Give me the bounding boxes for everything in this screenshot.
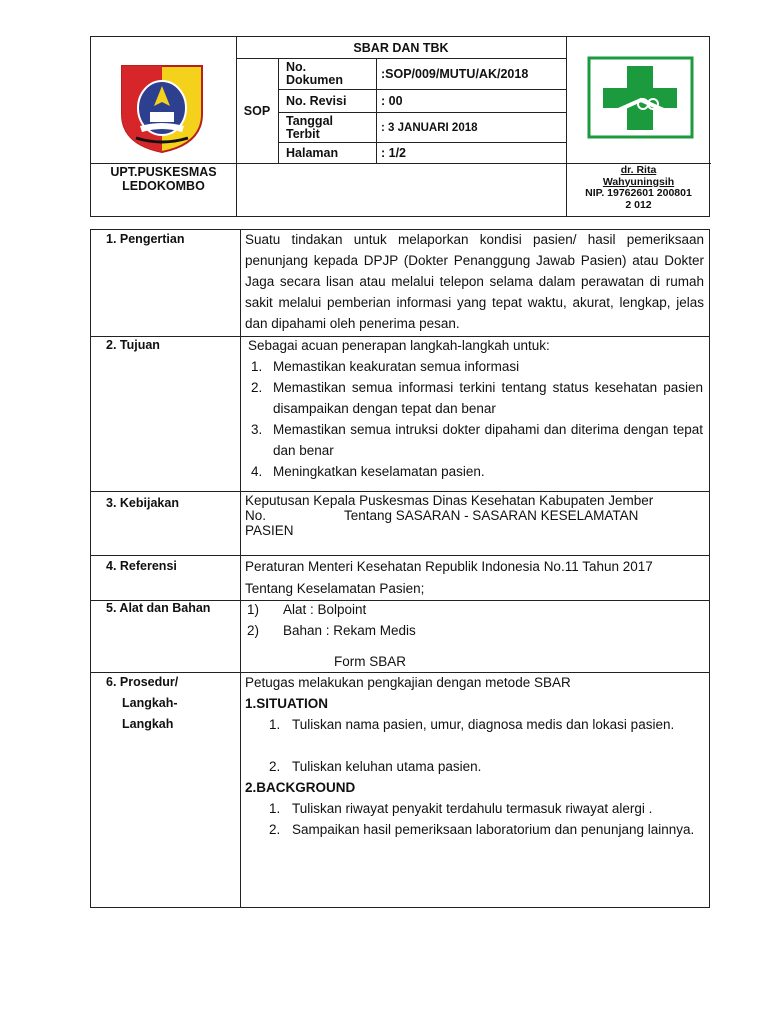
sop-content-table: 1. Pengertian Suatu tindakan untuk melaporkan kondisi pasien/ hasil pemeriksaan penunjang kepada DPJP (Dokter Penanggung Jawab Pasien) atau Dokter Jaga secara lisan atau melalui telepon selama dalam perawatan di rumah sakit melalui pemberian informasi yang tepat waktu, akurat, lengkap, jelas dan dipahami oleh penerima pesan. 2. Tujuan Sebagai acuan penerapan langkah-langkah untuk: 1. Memastikan keakuratan semua informasi 2. Memastikan semua informasi terkini tentang status kesehatan pasien disampaikan dengan tepat dan benar 3. Memastikan semua intruksi dokter dipahami dan diterima dengan tepat dan benar 4. Meningkatkan keselamatan pasien. 3. Kebijakan Keputusan Kepala Puskesmas Dinas Kesehatan Kabupaten Jember No. Tentang SASARAN - SASARAN KESELAMATAN PASIEN 4. Referensi Peraturan Menteri Kesehatan Republik Indonesia No.11 Tahun 2017 Tentang Keselamatan Pasien; 5. Alat dan Bahan 1) Alat : Bolpoint 2) Bahan : Rekam Medis Form SBAR 6. Prosedur/ Langkah- Langkah Petugas melakukan pengkajian dengan metode SBAR 1.SITUATION 1. Tuliskan nama pasien, umur, diagnosa medis dan lokasi pasien. 2. Tuliskan keluhan utama pasien. 2.BACKGROUND 1. Tuliskan riwayat penyakit terdahulu termasuk riwayat alergi . 2. Sampaikan hasil pemeriksaan laboratorium dan penunjang lainnya. [90, 229, 710, 908]
signer-nip-1: NIP. 19762601 200801 [585, 187, 692, 199]
divider [278, 142, 566, 143]
organization-name [91, 165, 236, 193]
signer-name-1: dr. Rita [620, 164, 657, 176]
label-halaman: Halaman [286, 146, 339, 160]
divider [278, 58, 279, 163]
list-item: Memastikan semua informasi terkini tentang status kesehatan pasien disampaikan dengan tepat dan benar [273, 380, 703, 416]
kebijakan-line-2b: Tentang SASARAN - SASARAN KESELAMATAN [344, 508, 639, 523]
divider [376, 58, 377, 163]
section-label-tujuan: 2. Tujuan [106, 338, 160, 352]
section-label-alat: 5. Alat dan Bahan [106, 601, 211, 615]
row-divider [91, 491, 709, 492]
list-item: Memastikan keakuratan semua informasi [273, 359, 520, 374]
list-number: 1) [247, 602, 260, 617]
section-label-prosedur: 6. Prosedur/ Langkah- Langkah [106, 675, 179, 731]
jember-regency-crest-icon [118, 62, 206, 154]
label-no-dokumen: No. Dokumen [286, 60, 343, 87]
divider [278, 89, 566, 90]
situation-heading: 1.SITUATION [245, 696, 329, 711]
divider [278, 112, 566, 113]
signer-name-2: Wahyuningsih [602, 175, 675, 188]
value-halaman: : 1/2 [381, 146, 407, 160]
section-label-pengertian: 1. Pengertian [106, 232, 185, 246]
value-no-revisi: : 00 [381, 94, 403, 108]
label-tanggal-terbit: Tanggal Terbit [286, 114, 333, 141]
list-item: Sampaikan hasil pemeriksaan laboratorium dan penunjang lainnya. [292, 822, 695, 837]
alat-extra: Form SBAR [334, 654, 407, 669]
section-label-kebijakan: 3. Kebijakan [106, 496, 179, 510]
document-title: SBAR DAN TBK [353, 41, 449, 55]
sop-header-box [90, 36, 710, 217]
list-item: Tuliskan keluhan utama pasien. [292, 759, 482, 774]
divider [236, 37, 237, 217]
referensi-line-1: Peraturan Menteri Kesehatan Republik Indonesia No.11 Tahun 2017 [245, 559, 653, 574]
signer-nip-2: 2 012 [625, 198, 652, 211]
list-item: Tuliskan nama pasien, umur, diagnosa medis dan lokasi pasien. [292, 717, 675, 732]
signatory [566, 165, 711, 211]
value-tanggal-terbit: : 3 JANUARI 2018 [381, 122, 478, 134]
kebijakan-line-1: Keputusan Kepala Puskesmas Dinas Kesehatan Kabupaten Jember [245, 493, 654, 508]
tujuan-intro: Sebagai acuan penerapan langkah-langkah untuk: [248, 338, 550, 353]
kebijakan-line-2a: No. [245, 508, 267, 523]
prosedur-intro: Petugas melakukan pengkajian dengan metode SBAR [245, 675, 571, 690]
list-item: Bahan : Rekam Medis [283, 623, 416, 638]
list-item: Tuliskan riwayat penyakit terdahulu termasuk riwayat alergi . [292, 801, 653, 816]
section-label-referensi: 4. Referensi [106, 559, 177, 573]
divider [236, 58, 566, 59]
puskesmas-green-cross-icon [587, 56, 694, 139]
org-line-1: UPT.PUSKESMAS [110, 165, 217, 179]
column-divider [240, 230, 241, 907]
list-item: Memastikan semua intruksi dokter dipahami dan diterima dengan tepat dan benar [273, 422, 703, 458]
section-text-pengertian: Suatu tindakan untuk melaporkan kondisi pasien/ hasil pemeriksaan penunjang kepada DPJP (Dokter Penanggung Jawab Pasien) atau Dokter Jaga secara lisan atau melalui telepon selama dalam perawatan di rumah sakit melalui pemberian informasi yang tepat waktu, akurat, lengkap, jelas dan dipahami oleh penerima pesan. [245, 232, 704, 331]
org-line-2: LEDOKOMBO [122, 179, 205, 193]
label-no-revisi: No. Revisi [286, 94, 347, 108]
list-number: 2) [247, 623, 260, 638]
background-heading: 2.BACKGROUND [245, 780, 356, 795]
value-no-dokumen: :SOP/009/MUTU/AK/2018 [381, 67, 529, 81]
sop-label: SOP [243, 104, 271, 118]
list-item: Alat : Bolpoint [283, 602, 367, 617]
kebijakan-line-3: PASIEN [245, 523, 294, 538]
referensi-line-2: Tentang Keselamatan Pasien; [245, 581, 425, 596]
list-item: Meningkatkan keselamatan pasien. [273, 464, 485, 479]
divider [91, 163, 711, 164]
